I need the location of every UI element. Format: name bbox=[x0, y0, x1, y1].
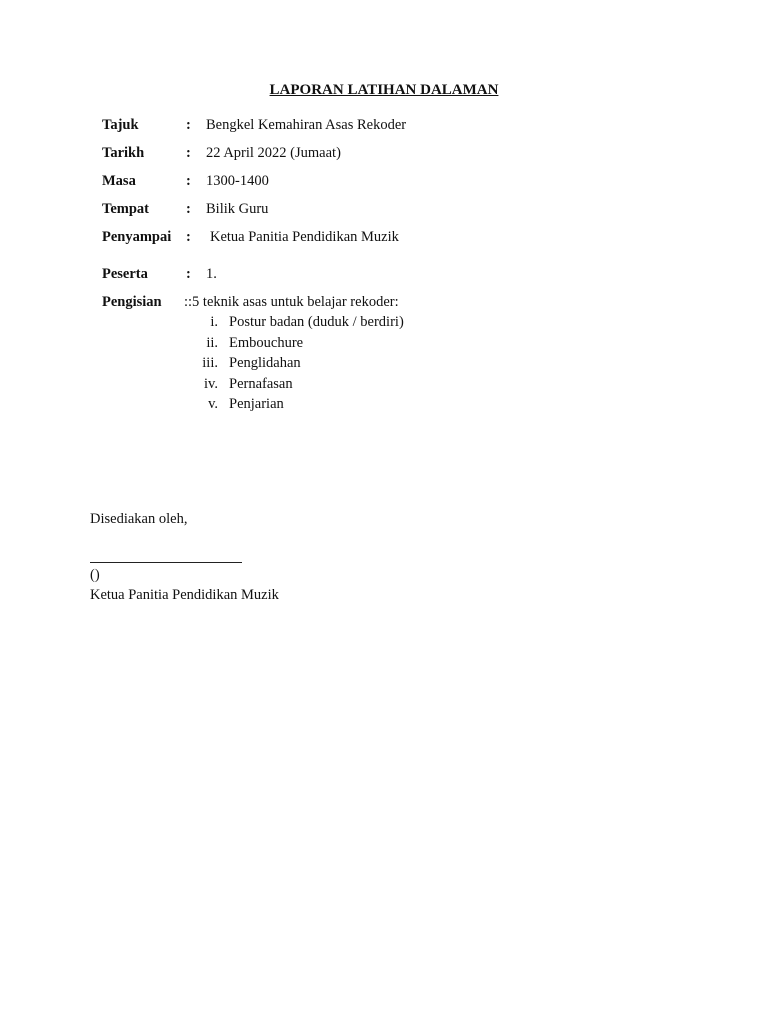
field-label: Tarikh bbox=[102, 145, 145, 161]
field-row-tarikh bbox=[0, 145, 768, 165]
field-colon: : bbox=[186, 173, 191, 189]
field-row-tempat bbox=[0, 201, 768, 221]
list-item bbox=[0, 396, 768, 417]
list-item bbox=[0, 355, 768, 376]
signature-line bbox=[90, 562, 242, 563]
list-item-text: Pernafasan bbox=[229, 375, 293, 392]
list-item-text: Penglidahan bbox=[229, 355, 301, 371]
signatory-position: Ketua Panitia Pendidikan Muzik bbox=[90, 587, 279, 603]
field-row-peserta bbox=[0, 266, 768, 286]
field-label: Pengisian bbox=[102, 294, 162, 310]
pengisian-lead-text: ::5 teknik asas untuk belajar rekoder: bbox=[184, 294, 399, 310]
list-item-number: i. bbox=[210, 314, 218, 330]
list-item bbox=[0, 376, 768, 397]
field-label: Masa bbox=[102, 173, 136, 189]
field-value: Bilik Guru bbox=[206, 201, 269, 217]
field-colon: : bbox=[186, 266, 191, 282]
field-label: Tempat bbox=[102, 201, 149, 217]
field-value: 22 April 2022 (Jumaat) bbox=[206, 145, 341, 161]
list-item bbox=[0, 314, 768, 335]
list-item-number: iv. bbox=[204, 375, 218, 392]
signatory-name: () bbox=[90, 567, 100, 583]
list-item-number: v. bbox=[208, 396, 218, 412]
field-label: Tajuk bbox=[102, 117, 139, 133]
list-item-text: Embouchure bbox=[229, 334, 304, 351]
field-row-masa bbox=[0, 173, 768, 193]
field-row-penyampai bbox=[0, 229, 768, 249]
field-value: Ketua Panitia Pendidikan Muzik bbox=[210, 229, 399, 245]
field-row-pengisian bbox=[0, 294, 768, 314]
field-colon: : bbox=[186, 145, 191, 161]
field-label: Peserta bbox=[102, 266, 148, 282]
field-value: 1300-1400 bbox=[206, 173, 269, 189]
field-colon: : bbox=[186, 201, 191, 217]
list-item-number: iii. bbox=[202, 355, 218, 371]
page-title: LAPORAN LATIHAN DALAMAN bbox=[269, 82, 499, 98]
list-item-number: ii. bbox=[206, 334, 218, 351]
field-value: 1. bbox=[206, 266, 217, 282]
pengisian-list bbox=[0, 314, 768, 417]
field-row-tajuk bbox=[0, 117, 768, 137]
prepared-by-label: Disediakan oleh, bbox=[90, 511, 188, 527]
list-item-text: Penjarian bbox=[229, 396, 284, 412]
field-colon: : bbox=[186, 229, 191, 245]
field-label: Penyampai bbox=[102, 229, 172, 245]
field-value: Bengkel Kemahiran Asas Rekoder bbox=[206, 117, 407, 133]
list-item-text: Postur badan (duduk / berdiri) bbox=[229, 314, 404, 330]
field-colon: : bbox=[186, 117, 191, 133]
list-item bbox=[0, 335, 768, 356]
